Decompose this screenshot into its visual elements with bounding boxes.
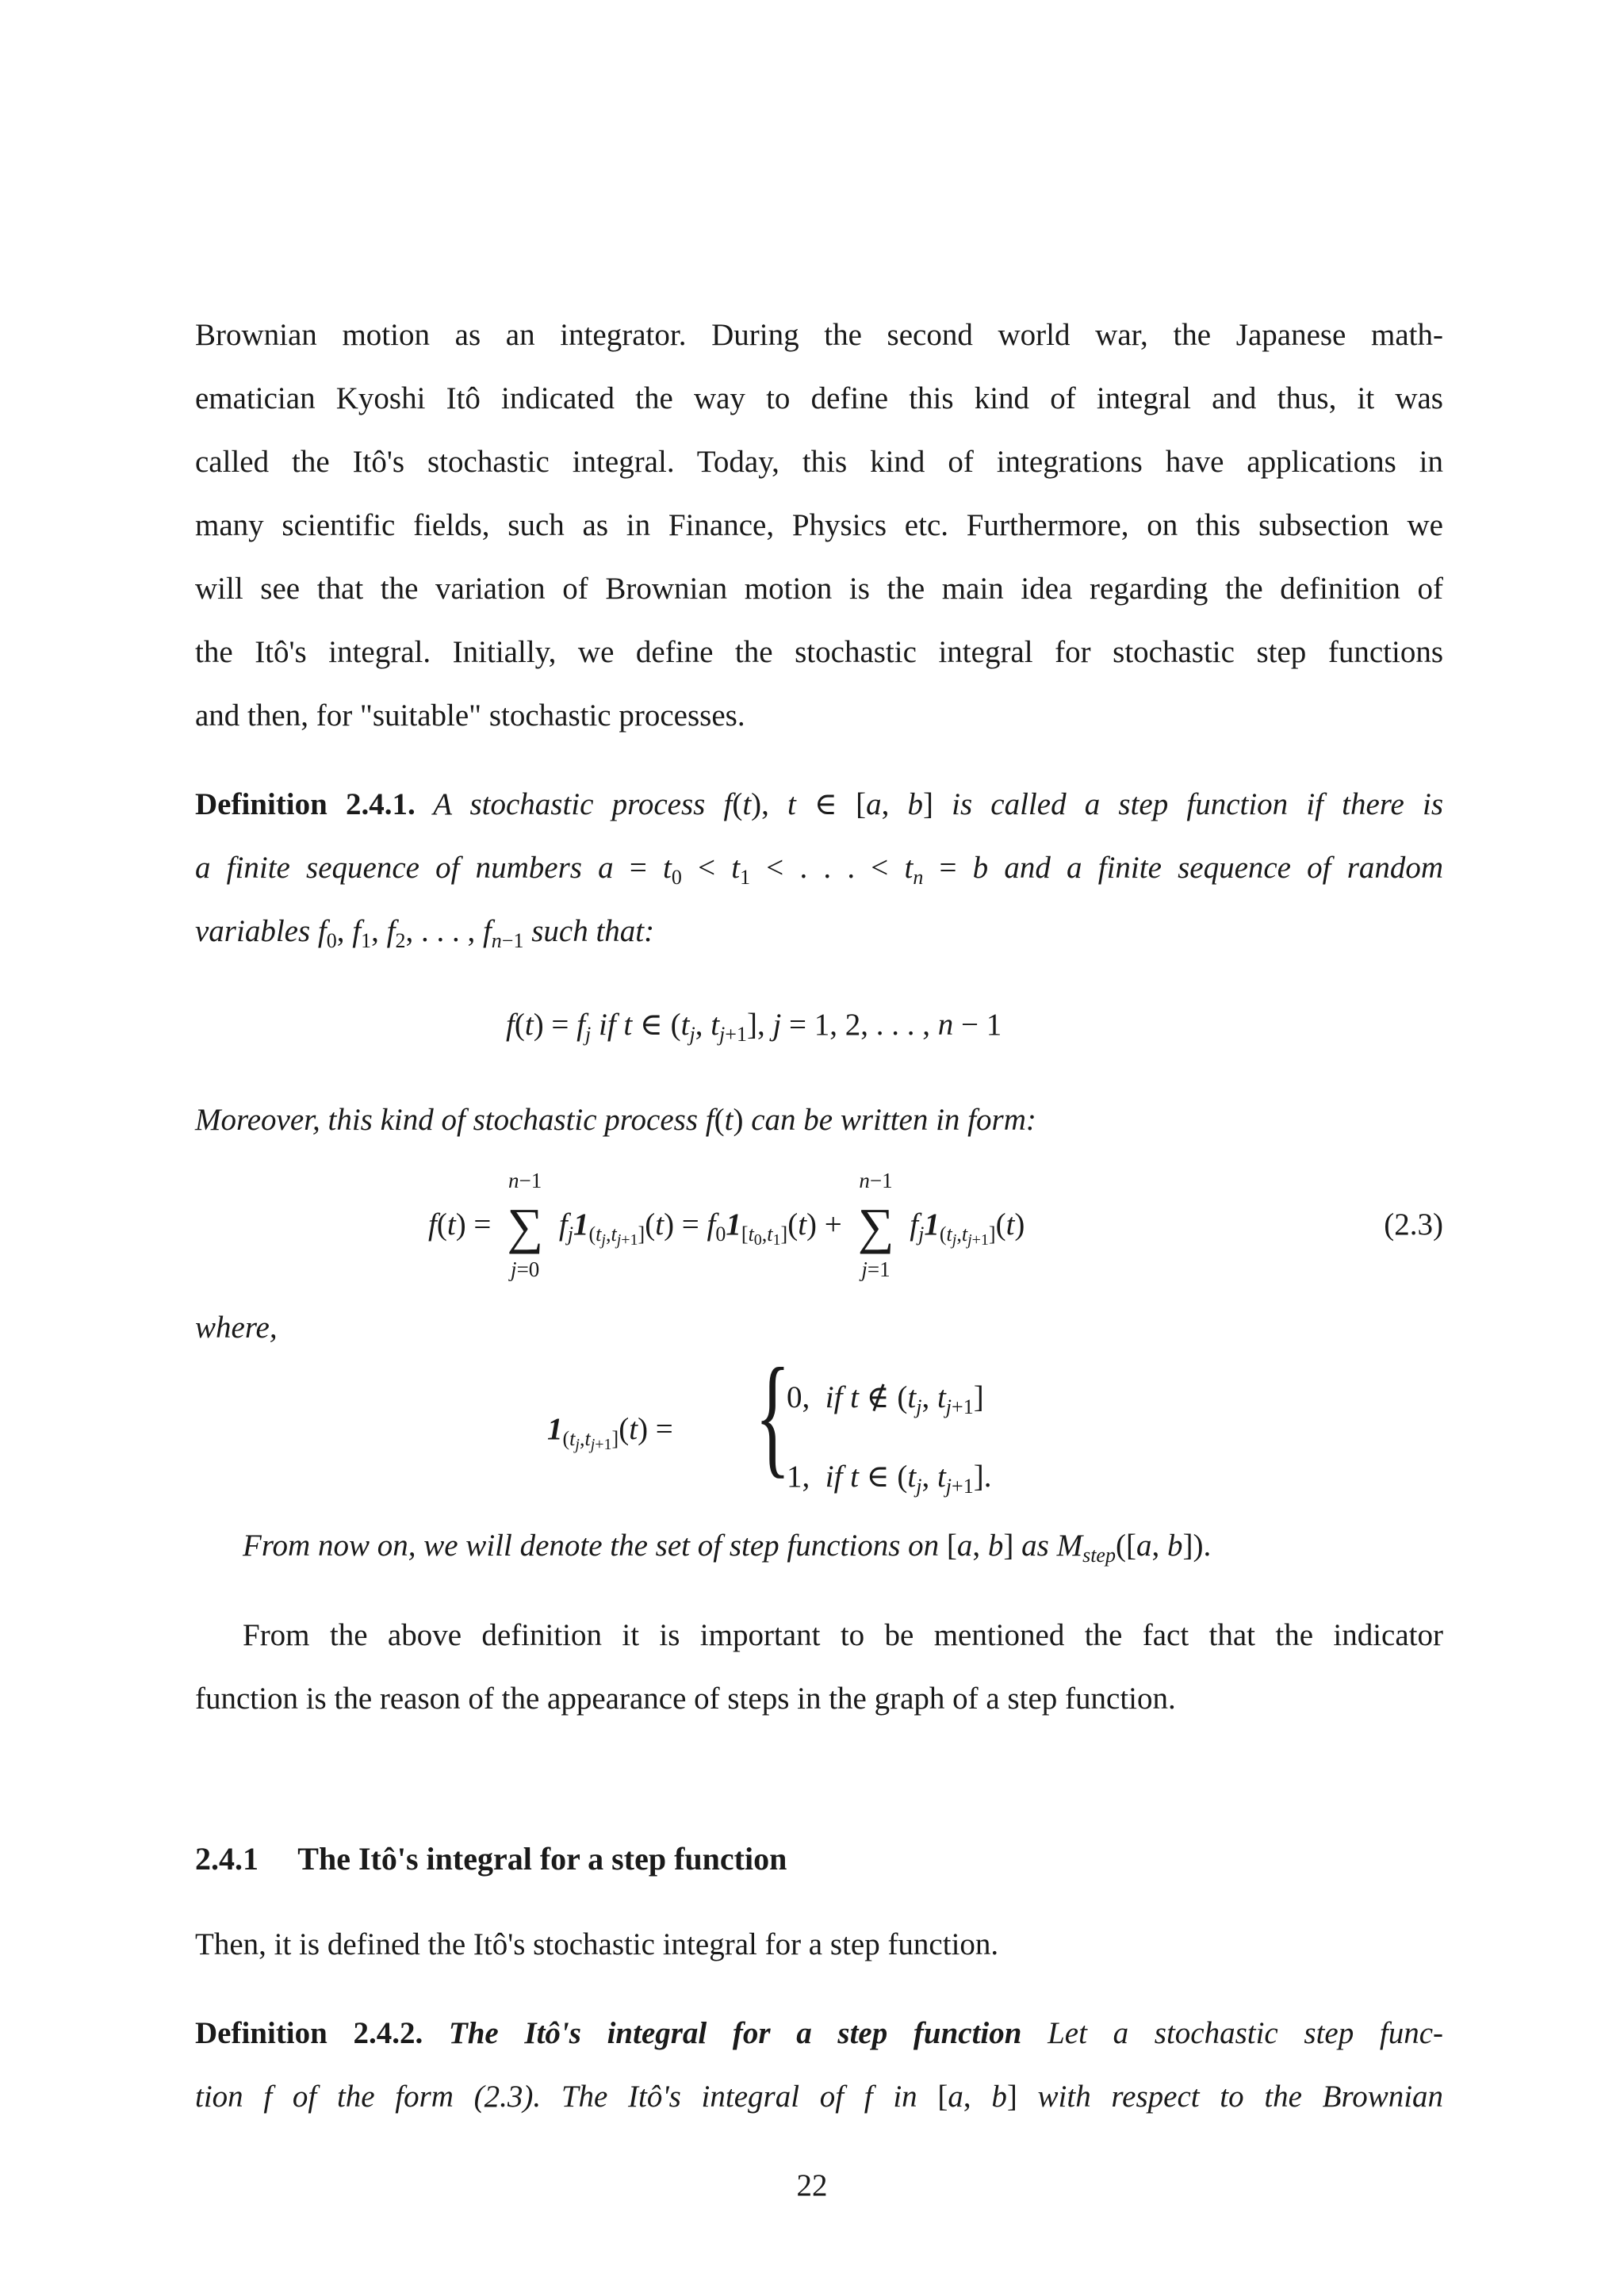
math-inline: f(t), t ∈ [a, b] (723, 787, 933, 821)
section-intro: Then, it is defined the Itô's stochastic integral for a step function. (195, 1927, 999, 1961)
def-text: of the form (2.3). The Itô's integral of (292, 2080, 845, 2114)
para-line-2: function is the reason of the appearance of steps in the graph of a step function. (195, 1682, 1176, 1716)
page-number: 22 (796, 2168, 828, 2202)
definition-2-4-1-line-3 (195, 912, 1443, 951)
moreover-line (195, 1100, 1443, 1140)
if-word: if (825, 1460, 843, 1494)
intro-line-2: ematician Kyoshi Itô indicated the way to define this kind of integral and thus, it was (195, 381, 1443, 415)
math-inline: f(t) (705, 1103, 744, 1137)
left-brace: { (755, 1341, 791, 1490)
definition-label: Definition 2.4.2. (195, 2016, 423, 2050)
math-inline: [a, b] (946, 1529, 1014, 1563)
def-text: a finite sequence of numbers (195, 851, 582, 885)
def-text: with respect to the Brownian (1037, 2080, 1444, 2114)
intro-line-5: will see that the variation of Brownian motion is the main idea regarding the definition of (195, 572, 1443, 606)
where-line: where, (195, 1311, 278, 1345)
def-text: can be written in form: (751, 1103, 1036, 1137)
section-heading (195, 1839, 787, 1879)
definition-2-4-1-line-2 (195, 848, 1443, 888)
def-text: and a finite sequence of random (1004, 851, 1444, 885)
if-word: if (599, 1008, 616, 1042)
def-text: A stochastic process (433, 787, 706, 821)
def-text: Let a stochastic step func- (1048, 2016, 1444, 2050)
if-word: if (825, 1380, 843, 1414)
math-inline: $M_{step}([a$, b]). (1056, 1529, 1212, 1567)
def-text: variables (195, 914, 311, 948)
indicator-case-0: 0, if t ∉ ($t_j$, $t_{j+1}$] (787, 1380, 984, 1418)
step-function-equation: $f(t) = f_j$ if t ∈ ($t_j$, $t_{j+1}$], j = 1, 2, . . . , n − 1 (506, 1008, 1002, 1046)
def-text: as (1021, 1529, 1049, 1563)
def-text: tion (195, 2080, 243, 2114)
math-inline: $f_0$, $f_1$, $f_2$, . . . , $f_{n-1}$ (317, 914, 524, 952)
intro-line-4: many scientific fields, such as in Finance, Physics etc. Furthermore, on this subsection we (195, 508, 1443, 542)
equation-2-3: f(t) = n−1 ∑ j=0 $f_j1_{(t_j,t_{j+1}]}(t) = f_01_{[t_0,t_1]}(t)$ + n−1 ∑ j=1 $f_j1_{(t_j,t_{j+1}]}(t)$ (428, 1169, 1025, 1281)
definition-2-4-2-line-2 (195, 2077, 1443, 2117)
indicator-lhs: $1_{(t_j,t_{j+1}]}(t)$ = (547, 1412, 673, 1453)
definition-2-4-1-line-1 (195, 785, 1443, 825)
from-now-on-line (243, 1526, 1491, 1566)
def-text: From now on, we will denote the set of step functions on (243, 1529, 940, 1563)
def-text: is called a step function if there is (952, 787, 1444, 821)
intro-line-1: Brownian motion as an integrator. During the second world war, the Japanese math- (195, 318, 1443, 352)
equation-number: (2.3) (1384, 1207, 1443, 1242)
section-number: 2.4.1 (195, 1841, 259, 1877)
def-text: such that: (531, 914, 655, 948)
sum-symbol: n−1 ∑ j=1 (857, 1169, 894, 1281)
intro-line-7: and then, for "suitable" stochastic processes. (195, 698, 745, 733)
math-inline: f (864, 2080, 873, 2114)
indicator-case-1: 1, if t ∈ ($t_j$, $t_{j+1}$]. (787, 1460, 992, 1498)
math-inline: [a, b] (937, 2080, 1017, 2114)
def-text: in (893, 2080, 917, 2114)
section-title: The Itô's integral for a step function (297, 1841, 787, 1877)
intro-line-3: called the Itô's stochastic integral. Today, this kind of integrations have applications in (195, 445, 1443, 479)
definition-label: Definition 2.4.1. (195, 787, 416, 821)
math-inline: f (263, 2080, 273, 2114)
sum-symbol: n−1 ∑ j=0 (507, 1169, 543, 1281)
definition-title: The Itô's integral for a step function (448, 2016, 1022, 2050)
para-line-1: From the above definition it is important to be mentioned the fact that the indicator (243, 1618, 1443, 1652)
def-text: Moreover, this kind of stochastic process (195, 1103, 699, 1137)
definition-2-4-2-line-1 (195, 2014, 1443, 2053)
math-inline: $a = t_0 < t_1$ < . . . < $t_n = b$ (598, 851, 989, 889)
intro-line-6: the Itô's integral. Initially, we define the stochastic integral for stochastic step functions (195, 635, 1443, 669)
